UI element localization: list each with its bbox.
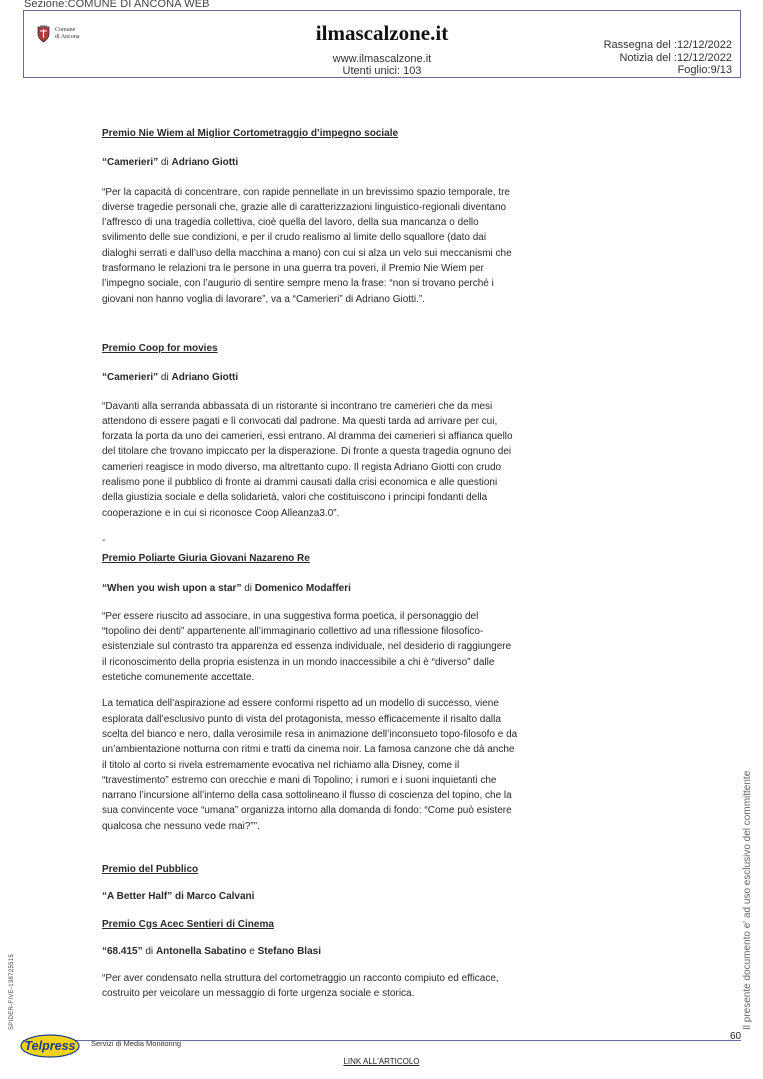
- award-title: Premio Cgs Acec Sentieri di Cinema: [102, 918, 274, 930]
- telpress-logo: [20, 1034, 80, 1058]
- award-title: Premio Coop for movies: [102, 342, 218, 354]
- logo-text-line1: Comune: [55, 27, 76, 33]
- site-url: www.ilmascalzone.it: [332, 53, 432, 65]
- services-label: Servizi di Media Monitoring: [91, 1039, 182, 1048]
- award-motivation: “Per aver condensato nella struttura del cortometraggio un racconto compiuto ed efficace, costruito per veicolare un messaggio di forte urgenza sociale e storica.: [102, 973, 499, 1000]
- award-work: “68.415” di Antonella Sabatino e Stefano Blasi: [102, 945, 321, 957]
- separator: -: [102, 534, 106, 546]
- article-link[interactable]: LINK ALL'ARTICOLO: [343, 1057, 420, 1066]
- award-work: “Camerieri” di Adriano Giotti: [102, 157, 239, 169]
- section-label: Sezione:COMUNE DI ANCONA WEB: [24, 0, 210, 10]
- award-motivation: “Davanti alla serranda abbassata di un ristorante si incontrano tre camerieri che da mesi attendono di essere pagati e lì convocati dal padrone. Ma questi tarda ad arrivare per cui, forzata la porta da uno dei camerieri, essi entrano. Al dramma dei camerieri si affianca quello del titolare che trovano impiccato per la disperazione. Di fronte a questa tragedia ognuno dei camerieri reagisce in modo diverso, ma altrettanto cupo. Il regista Adriano Giotti con crudo realismo pone il pubblico di fronte ai drammi causati dalla crisi economica e alle questioni della giustizia sociale e della solidarietà, valori che costituiscono i principi fondanti della cooperazione e in cui si riconosce Coop Alleanza3.0”.: [102, 400, 513, 519]
- award-work: “When you wish upon a star” di Domenico Modafferi: [102, 582, 351, 594]
- foglio-number: Foglio:9/13: [677, 64, 732, 76]
- award-work: “A Better Half” di Marco Calvani: [102, 891, 255, 903]
- rassegna-date: Rassegna del :12/12/2022: [603, 39, 732, 51]
- document-code: SPIDER-FIVE-138725515: [9, 953, 15, 1030]
- notizia-date: Notizia del :12/12/2022: [619, 51, 732, 64]
- unique-users: Utenti unici: 103: [342, 65, 422, 77]
- article-body: [102, 126, 518, 1002]
- press-meta: [604, 39, 732, 77]
- award-motivation: La tematica dell’aspirazione ad essere conformi rispetto ad un modello di successo, viene esplorata dall’esclusivo punto di vista del protagonista, messo efficacemente il risalto dalla scelta del bianco e nero, dalla verosimile resa in animazione dell’inconsueto topo-filosofo e da un’ambientazione notturna con ritmi e tratti da cinema noir. La famosa canzone che dà anche il titolo al corto si rivela estremamente evocativa nel richiamo alla Disney, come il “travestimento” estremo con orecchie e mani di Topolino; i rumori e i suoni inquietanti che narrano l’incursione all’interno della casa sottolineano il flusso di coscienza del topino, che la sua convincente voce “umana” organizza intorno alla domanda di fondo: “Come può esistere qualcosa che nessuno vede mai?””.: [102, 698, 518, 832]
- telpress-logo-text: Telpress: [24, 1039, 76, 1053]
- page-number: 60: [730, 1031, 742, 1042]
- award-title: Premio Nie Wiem al Miglior Cortometraggio d’impegno sociale: [102, 128, 399, 139]
- award-title: Premio del Pubblico: [102, 863, 199, 875]
- award-motivation: “Per essere riuscito ad associare, in una suggestiva forma poetica, il personaggio del “topolino dei denti” appartenente all’immaginario collettivo ad una riflessione filosofico-esistenziale sul contrasto tra apparenza ed essenza individuale, nel desiderio di raggiungere il riconoscimento della propria esistenza in un mondo inaccessibile a chi è “diverso” dalle estetiche comunemente accettate.: [102, 610, 512, 684]
- logo-text-line2: di Ancona: [55, 34, 80, 40]
- award-title: Premio Poliarte Giuria Giovani Nazareno Re: [102, 553, 310, 565]
- site-title: ilmascalzone.it: [315, 21, 449, 45]
- usage-notice: Il presente documento e' ad uso esclusivo del committente: [742, 770, 753, 1030]
- award-work: “Camerieri” di Adriano Giotti: [102, 372, 239, 384]
- award-motivation: “Per la capacità di concentrare, con rapide pennellate in un brevissimo spazio temporale, tre diverse tragedie personali che, grazie alle di caratterizzazioni linguistico-regionali diventano l’affresco di una tragedia collettiva, cioè quella del lavoro, della sua mancanza o dello svilimento delle sue condizioni, e per il crudo realismo al limite dello squallore (dato dai dialoghi serrati e dall’uso della macchina a mano) con cui si alza un velo sui meccanismi che trasformano le relazioni tra le persone in una guerra tra poveri, il Premio Nie Wiem per l’impegno sociale, con l’augurio di sentire sempre meno la frase: “non si trovano perché i giovani non hanno voglia di lavorare”, va a “Camerieri” di Adriano Giotti.”.: [102, 186, 512, 305]
- header: [23, 10, 741, 78]
